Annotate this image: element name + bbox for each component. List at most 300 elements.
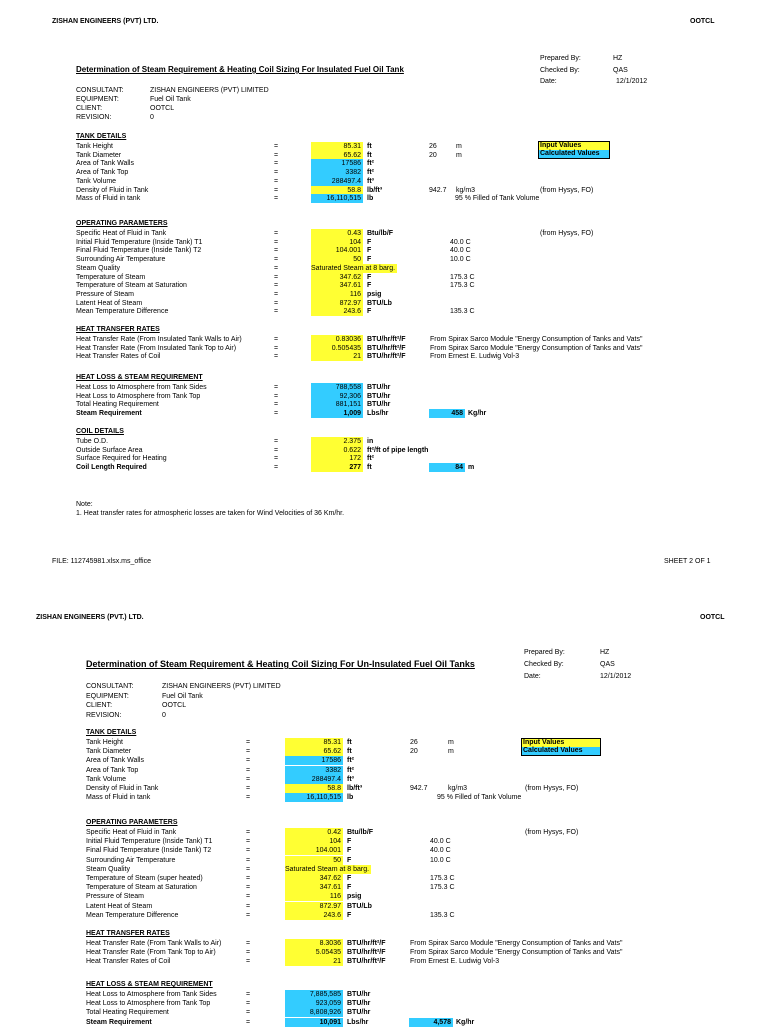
ht-row-note: From Ernest E. Ludwig Vol-3 [410, 958, 500, 966]
equals-sign: = [274, 438, 279, 445]
ht-row-value: 21 [311, 352, 363, 361]
hl-row-unit: BTU/hr [347, 1000, 371, 1008]
op-row-value: Saturated Steam at 8 barg. [311, 264, 396, 272]
date-label: Date: [524, 673, 541, 680]
ht-row-label: Heat Transfer Rates of Coil [86, 958, 171, 966]
tank-row-label: Mass of Fluid in tank [86, 794, 151, 802]
ht-row-note: From Ernest E. Ludwig Vol-3 [430, 353, 520, 361]
equals-sign: = [246, 757, 251, 765]
coil-row-converted: 84 [429, 463, 465, 472]
coil-row-label: Outside Surface Area [76, 446, 143, 454]
tank-row-value: 58.8 [285, 784, 343, 793]
info-key: CONSULTANT: [76, 87, 124, 94]
hl-row-label: Total Heating Requirement [86, 1009, 169, 1017]
ht-row-note: From Spirax Sarco Module "Energy Consumption of Tanks and Vats" [430, 336, 643, 343]
tank-row-extra-unit: kg/m3 [448, 785, 468, 792]
op-row-label: Pressure of Steam [86, 893, 144, 901]
info-value: 0 [162, 711, 166, 719]
tank-row-extra: 942.7 [410, 785, 428, 792]
op-row-unit: F [367, 282, 372, 290]
equals-sign: = [274, 238, 279, 246]
equals-sign: = [246, 875, 251, 882]
equals-sign: = [246, 785, 251, 792]
ht-row-label: Heat Transfer Rate (From Insulated Tank Walls to Air) [76, 336, 242, 343]
equals-sign: = [274, 143, 279, 150]
tank-row-value: 3382 [311, 168, 363, 177]
prepared-by-value: HZ [613, 55, 623, 62]
op-row-unit: F [367, 238, 372, 246]
tank-row-label: Mass of Fluid in tank [76, 195, 141, 203]
ht-row-unit: BTU/hr/ft²/F [347, 949, 386, 957]
equals-sign: = [274, 264, 279, 272]
hl-row-converted-unit: Kg/hr [468, 410, 487, 418]
equals-sign: = [246, 748, 251, 756]
tank-row-note: (from Hysys, FO) [540, 186, 594, 194]
equals-sign: = [274, 410, 279, 418]
op-row-unit: F [347, 884, 352, 892]
tank-row-value: 16,110,515 [311, 194, 363, 203]
equals-sign: = [274, 308, 279, 316]
tank-row-extra-unit: m [448, 748, 454, 756]
hl-row-unit: Lbs/hr [367, 410, 389, 418]
op-row-unit: F [347, 856, 352, 864]
hl-row-unit: BTU/hr [367, 384, 391, 391]
tank-row-unit: ft [347, 748, 352, 756]
prepared-by-value: HZ [600, 649, 610, 656]
op-row-label: Final Fluid Temperature (Inside Tank) T2 [86, 847, 212, 855]
op-row-value: Saturated Steam at 8 barg. [285, 865, 370, 873]
client-code: OOTCL [700, 614, 725, 621]
hl-row-unit: BTU/hr [347, 1009, 371, 1017]
tank-row-unit: ft² [367, 169, 374, 177]
tank-row-value: 17586 [285, 756, 343, 765]
op-row-converted: 175.3 C [430, 884, 455, 892]
op-row-value: 104.001 [311, 246, 363, 255]
legend-calculated-values: Calculated Values [522, 747, 600, 755]
tank-row-value: 65.62 [311, 151, 363, 160]
equals-sign: = [246, 794, 251, 802]
op-row-value: 104 [285, 837, 343, 846]
op-row-converted: 175.3 C [430, 875, 455, 882]
equals-sign: = [274, 186, 279, 194]
op-row-label: Mean Temperature Difference [86, 911, 179, 919]
op-row-converted: 40.0 C [430, 838, 451, 846]
op-row-unit: BTU/Lb [367, 299, 392, 307]
op-row-label: Mean Temperature Difference [76, 308, 169, 316]
coil-row-value: 0.622 [311, 446, 363, 455]
page-title: Determination of Steam Requirement & Heating Coil Sizing For Un-Insulated Fuel Oil Tanks [86, 659, 475, 669]
op-row-value: 872.97 [285, 902, 343, 911]
tank-row-label: Tank Volume [76, 177, 117, 185]
legend-input-values: Input Values [522, 739, 600, 747]
op-row-label: Temperature of Steam at Saturation [86, 884, 197, 892]
ht-row-note: From Spirax Sarco Module "Energy Consumption of Tanks and Vats" [410, 949, 623, 957]
equals-sign: = [246, 949, 251, 957]
company-name: ZISHAN ENGINEERS (PVT.) LTD. [36, 614, 144, 621]
op-row-label: Specific Heat of Fluid in Tank [76, 230, 167, 237]
hl-row-converted-unit: Kg/hr [456, 1018, 475, 1026]
ht-row-value: 5.05435 [285, 948, 343, 957]
info-value: ZISHAN ENGINEERS (PVT) LIMITED [150, 87, 269, 94]
tank-row-value: 58.8 [311, 186, 363, 195]
op-row-label: Temperature of Steam [76, 273, 146, 281]
tank-row-label: Tank Diameter [86, 748, 132, 756]
info-key: REVISION: [76, 114, 112, 121]
equals-sign: = [274, 344, 279, 352]
equals-sign: = [274, 455, 279, 463]
tank-row-unit: ft [367, 151, 372, 159]
op-header: OPERATING PARAMETERS [86, 819, 178, 826]
tank-row-unit: lb [347, 794, 354, 802]
op-row-value: 0.42 [285, 828, 343, 837]
ht-row-note: From Spirax Sarco Module "Energy Consumption of Tanks and Vats" [410, 940, 623, 947]
hl-row-value: 10,091 [285, 1018, 343, 1027]
op-row-unit: F [367, 308, 372, 316]
tank-row-label: Area of Tank Walls [76, 160, 134, 168]
equals-sign: = [274, 169, 279, 177]
op-row-unit: F [367, 256, 372, 264]
tank-row-unit: ft² [347, 757, 354, 765]
tank-row-label: Tank Height [86, 739, 123, 746]
coil-row-unit: ft² [367, 455, 374, 463]
coil-header: COIL DETAILS [76, 428, 124, 435]
ht-row-unit: BTU/hr/ft²/F [347, 958, 386, 966]
coil-row-value: 172 [311, 454, 363, 463]
ht-row-unit: BTU/hr/ft²/F [367, 336, 406, 343]
info-key: CLIENT: [76, 105, 103, 112]
equals-sign: = [246, 739, 251, 746]
coil-row-label: Surface Required for Heating [76, 455, 167, 463]
op-row-unit: F [367, 247, 372, 255]
op-row-label: Pressure of Steam [76, 290, 134, 298]
equals-sign: = [274, 247, 279, 255]
tank-header: TANK DETAILS [76, 133, 127, 140]
coil-row-converted-unit: m [468, 464, 475, 472]
equals-sign: = [246, 766, 251, 774]
info-value: Fuel Oil Tank [150, 96, 191, 103]
client-code: OOTCL [690, 18, 715, 25]
note-text: 1. Heat transfer rates for atmospheric losses are taken for Wind Velocities of 36 Km/hr. [76, 510, 345, 517]
op-row-unit: psig [347, 893, 362, 901]
op-row-converted: 135.3 C [450, 308, 475, 316]
tank-row-unit: lb/ft³ [367, 186, 383, 194]
equals-sign: = [274, 336, 279, 343]
note-label: Note: [76, 501, 93, 508]
op-row-converted: 175.3 C [450, 273, 475, 281]
ht-row-unit: BTU/hr/ft²/F [367, 353, 406, 361]
equals-sign: = [274, 230, 279, 237]
info-value: Fuel Oil Tank [162, 692, 203, 700]
equals-sign: = [274, 299, 279, 307]
op-row-unit: BTU/Lb [347, 902, 372, 910]
hl-row-converted: 458 [429, 409, 465, 418]
equals-sign: = [246, 1018, 251, 1026]
equals-sign: = [246, 1000, 251, 1008]
equals-sign: = [246, 829, 251, 836]
op-row-label: Steam Quality [86, 865, 130, 873]
op-row-converted: 40.0 C [450, 247, 471, 255]
op-row-label: Temperature of Steam at Saturation [76, 282, 187, 290]
hl-row-value: 1,009 [311, 409, 363, 418]
hl-header: HEAT LOSS & STEAM REQUIREMENT [76, 374, 203, 381]
ht-row-value: 21 [285, 957, 343, 966]
equals-sign: = [274, 160, 279, 168]
op-row-label: Initial Fluid Temperature (Inside Tank) T1 [86, 838, 213, 846]
op-row-unit: F [347, 911, 352, 919]
tank-row-label: Density of Fluid in Tank [86, 785, 159, 792]
op-row-label: Surrounding Air Temperature [76, 256, 166, 264]
legend [521, 738, 601, 756]
equals-sign: = [246, 865, 251, 873]
op-row-converted: 10.0 C [430, 856, 451, 864]
info-key: EQUIPMENT: [86, 692, 129, 700]
company-name: ZISHAN ENGINEERS (PVT) LTD. [52, 18, 159, 25]
coil-row-value: 2.375 [311, 437, 363, 446]
equals-sign: = [274, 177, 279, 185]
tank-row-extra: 26 [410, 739, 418, 746]
prepared-by-label: Prepared By: [524, 649, 565, 656]
tank-row-extra: 95 % Filled of Tank Volume [455, 195, 540, 203]
tank-row-unit: ft³ [367, 177, 374, 185]
ht-row-label: Heat Transfer Rate (From Tank Walls to Air) [86, 940, 222, 947]
tank-row-unit: ft [367, 143, 372, 150]
checked-by-value: QAS [613, 67, 628, 74]
tank-row-extra: 20 [410, 748, 418, 756]
ht-row-label: Heat Transfer Rate (From Insulated Tank Top to Air) [76, 344, 237, 352]
tank-row-value: 16,110,515 [285, 793, 343, 802]
equals-sign: = [246, 884, 251, 892]
info-value: OOTCL [162, 702, 187, 709]
equals-sign: = [274, 392, 279, 400]
hl-row-label: Steam Requirement [86, 1018, 152, 1026]
op-row-unit: F [367, 273, 372, 281]
info-value: OOTCL [150, 105, 175, 112]
page-title: Determination of Steam Requirement & Heating Coil Sizing For Insulated Fuel Oil Tank [76, 65, 404, 74]
legend-calculated-values: Calculated Values [539, 150, 609, 158]
tank-row-value: 288497.4 [311, 177, 363, 186]
op-row-converted: 175.3 C [450, 282, 475, 290]
ht-row-value: 0.505435 [311, 344, 363, 353]
tank-row-extra: 20 [429, 151, 437, 159]
tank-row-extra-unit: m [448, 739, 454, 746]
op-row-value: 50 [311, 255, 363, 264]
equals-sign: = [274, 384, 279, 391]
equals-sign: = [274, 464, 279, 472]
op-row-note: (from Hysys, FO) [525, 829, 579, 836]
op-row-label: Latent Heat of Steam [86, 902, 153, 910]
prepared-by-label: Prepared By: [540, 55, 581, 62]
ht-row-unit: BTU/hr/ft²/F [347, 940, 386, 947]
equals-sign: = [274, 256, 279, 264]
tank-row-label: Area of Tank Top [86, 766, 139, 774]
op-row-value: 116 [311, 290, 363, 299]
equals-sign: = [274, 353, 279, 361]
checked-by-label: Checked By: [524, 661, 564, 668]
hl-row-label: Heat Loss to Atmosphere from Tank Top [86, 1000, 211, 1008]
info-value: ZISHAN ENGINEERS (PVT) LIMITED [162, 683, 281, 690]
op-header: OPERATING PARAMETERS [76, 220, 168, 227]
op-row-label: Specific Heat of Fluid in Tank [86, 829, 177, 836]
date-label: Date: [540, 78, 557, 85]
equals-sign: = [274, 273, 279, 281]
hl-row-label: Heat Loss to Atmosphere from Tank Sides [86, 991, 217, 998]
tank-row-extra-unit: m [456, 143, 462, 150]
file-name: FILE: 112745981.xlsx.ms_office [52, 558, 151, 565]
tank-header: TANK DETAILS [86, 729, 137, 736]
equals-sign: = [246, 991, 251, 998]
op-row-value: 872.97 [311, 299, 363, 308]
equals-sign: = [246, 893, 251, 901]
op-row-unit: F [347, 875, 352, 882]
info-key: REVISION: [86, 711, 122, 719]
tank-row-value: 65.62 [285, 747, 343, 756]
ht-header: HEAT TRANSFER RATES [86, 930, 170, 937]
equals-sign: = [274, 195, 279, 203]
op-row-converted: 40.0 C [450, 238, 471, 246]
op-row-label: Initial Fluid Temperature (Inside Tank) T1 [76, 238, 203, 246]
op-row-label: Temperature of Steam (super heated) [86, 875, 203, 882]
coil-row-label: Tube O.D. [76, 438, 109, 445]
op-row-converted: 135.3 C [430, 911, 455, 919]
op-row-note: (from Hysys, FO) [540, 230, 594, 237]
op-row-value: 50 [285, 856, 343, 865]
tank-row-extra: 95 % Filled of Tank Volume [437, 794, 522, 802]
hl-row-unit: BTU/hr [367, 401, 391, 409]
hl-row-value: 881,151 [311, 400, 363, 409]
equals-sign: = [274, 282, 279, 290]
op-row-value: 116 [285, 892, 343, 901]
equals-sign: = [274, 290, 279, 298]
ht-row-unit: BTU/hr/ft²/F [367, 344, 406, 352]
date-value: 12/1/2012 [600, 673, 632, 680]
tank-row-value: 288497.4 [285, 775, 343, 784]
equals-sign: = [246, 958, 251, 966]
coil-row-unit: ft [367, 464, 372, 472]
hl-row-value: 8,808,926 [285, 1008, 343, 1017]
hl-row-unit: BTU/hr [367, 392, 391, 400]
hl-header: HEAT LOSS & STEAM REQUIREMENT [86, 981, 213, 988]
tank-row-value: 3382 [285, 766, 343, 775]
equals-sign: = [246, 847, 251, 855]
hl-row-label: Steam Requirement [76, 410, 142, 418]
equals-sign: = [246, 940, 251, 947]
sheet-number: SHEET 2 OF 1 [664, 558, 711, 565]
hl-row-label: Total Heating Requirement [76, 401, 159, 409]
hl-row-value: 92,306 [311, 392, 363, 401]
tank-row-unit: lb/ft³ [347, 785, 363, 792]
tank-row-label: Tank Volume [86, 775, 127, 783]
equals-sign: = [246, 911, 251, 919]
ht-row-label: Heat Transfer Rate (From Tank Top to Air) [86, 949, 216, 957]
info-key: EQUIPMENT: [76, 96, 119, 103]
coil-row-label: Coil Length Required [76, 464, 147, 472]
op-row-value: 243.6 [311, 307, 363, 316]
op-row-converted: 40.0 C [430, 847, 451, 855]
tank-row-extra-unit: kg/m3 [456, 186, 476, 194]
op-row-label: Final Fluid Temperature (Inside Tank) T2 [76, 247, 202, 255]
info-key: CONSULTANT: [86, 683, 134, 690]
hl-row-label: Heat Loss to Atmosphere from Tank Sides [76, 384, 207, 391]
op-row-converted: 10.0 C [450, 256, 471, 264]
hl-row-label: Heat Loss to Atmosphere from Tank Top [76, 392, 201, 400]
ht-row-note: From Spirax Sarco Module "Energy Consumption of Tanks and Vats" [430, 344, 643, 352]
ht-row-label: Heat Transfer Rates of Coil [76, 353, 161, 361]
legend-input-values: Input Values [539, 142, 609, 150]
equals-sign: = [274, 151, 279, 159]
equals-sign: = [246, 775, 251, 783]
ht-header: HEAT TRANSFER RATES [76, 326, 160, 333]
op-row-label: Surrounding Air Temperature [86, 856, 176, 864]
tank-row-unit: ft [347, 739, 352, 746]
op-row-unit: Btu/lb/F [367, 230, 394, 237]
tank-row-label: Density of Fluid in Tank [76, 186, 149, 194]
hl-row-converted: 4,578 [409, 1018, 453, 1027]
tank-row-note: (from Hysys, FO) [525, 785, 579, 792]
tank-row-extra: 26 [429, 143, 437, 150]
equals-sign: = [274, 401, 279, 409]
op-row-value: 347.61 [311, 281, 363, 290]
hl-row-unit: Lbs/hr [347, 1018, 369, 1026]
tank-row-extra: 942.7 [429, 186, 447, 194]
checked-by-label: Checked By: [540, 67, 580, 74]
tank-row-extra-unit: m [456, 151, 462, 159]
date-value: 12/1/2012 [616, 78, 648, 85]
op-row-value: 347.62 [311, 273, 363, 282]
hl-row-value: 7,885,585 [285, 990, 343, 999]
op-row-label: Steam Quality [76, 264, 120, 272]
op-row-value: 243.6 [285, 911, 343, 920]
op-row-unit: psig [367, 290, 382, 298]
op-row-value: 0.43 [311, 229, 363, 238]
op-row-unit: F [347, 847, 352, 855]
hl-row-unit: BTU/hr [347, 991, 371, 998]
tank-row-label: Tank Diameter [76, 151, 122, 159]
info-value: 0 [150, 114, 154, 121]
ht-row-value: 0.83036 [311, 335, 363, 344]
op-row-unit: Btu/lb/F [347, 829, 374, 836]
coil-row-unit: in [367, 438, 374, 445]
tank-row-value: 85.31 [285, 738, 343, 747]
info-key: CLIENT: [86, 702, 113, 709]
tank-row-unit: ft³ [347, 775, 354, 783]
equals-sign: = [246, 838, 251, 846]
coil-row-value: 277 [311, 463, 363, 472]
tank-row-unit: ft² [347, 766, 354, 774]
hl-row-value: 788,558 [311, 383, 363, 392]
tank-row-unit: lb [367, 195, 374, 203]
ht-row-value: 8.3036 [285, 939, 343, 948]
tank-row-value: 17586 [311, 159, 363, 168]
tank-row-value: 85.31 [311, 142, 363, 151]
op-row-value: 104.001 [285, 846, 343, 855]
op-row-value: 104 [311, 238, 363, 247]
op-row-value: 347.61 [285, 883, 343, 892]
equals-sign: = [246, 856, 251, 864]
equals-sign: = [274, 446, 279, 454]
hl-row-value: 923,059 [285, 999, 343, 1008]
op-row-value: 347.62 [285, 874, 343, 883]
op-row-unit: F [347, 838, 352, 846]
coil-row-unit: ft²/ft of pipe length [367, 446, 429, 454]
equals-sign: = [246, 902, 251, 910]
tank-row-label: Tank Height [76, 143, 113, 150]
tank-row-label: Area of Tank Top [76, 169, 129, 177]
tank-row-unit: ft² [367, 160, 374, 168]
tank-row-label: Area of Tank Walls [86, 757, 144, 765]
checked-by-value: QAS [600, 661, 615, 668]
op-row-label: Latent Heat of Steam [76, 299, 143, 307]
equals-sign: = [246, 1009, 251, 1017]
